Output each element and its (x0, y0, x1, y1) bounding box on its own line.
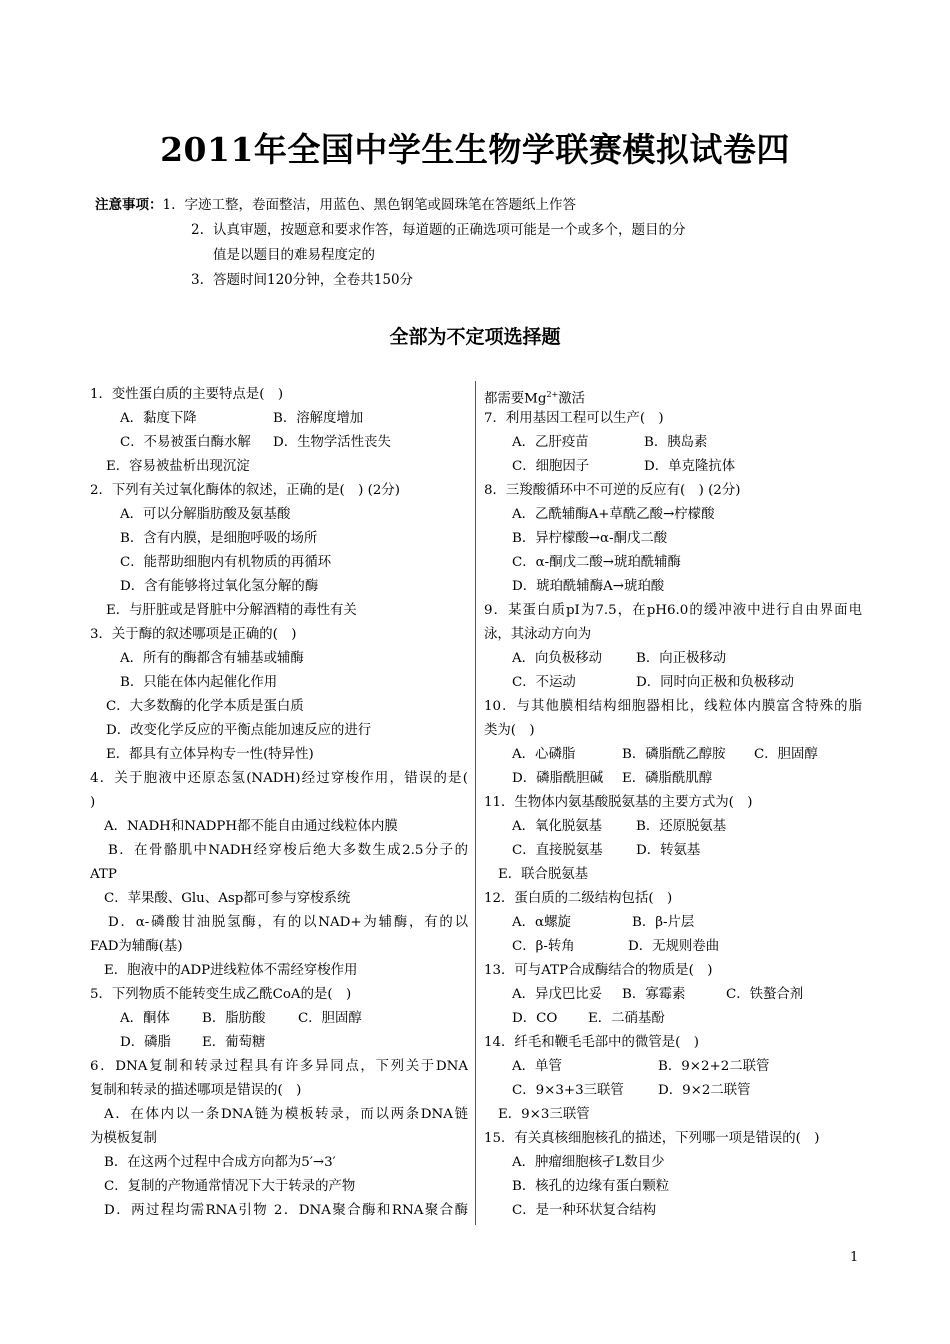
notice-section (95, 193, 825, 293)
option: D．单克隆抗体 (644, 459, 736, 474)
question-line: 4．关于胞液中还原态氢(NADH)经过穿梭作用，错误的是( (90, 771, 468, 786)
option-row (90, 1007, 468, 1031)
option: C．直接脱氨基 (512, 843, 603, 858)
notice-item-3 (95, 268, 825, 293)
option: D．含有能够将过氧化氢分解的酶 (120, 579, 319, 594)
option: E．二硝基酚 (588, 1011, 665, 1026)
option: A．氧化脱氨基 (512, 819, 603, 834)
option: A．所有的酶都含有辅基或辅酶 (120, 651, 304, 666)
option-continuation: 为模板复制 (90, 1131, 157, 1146)
option: A．α螺旋 (512, 915, 571, 930)
page-title: 2011年全国中学生生物学联赛模拟试卷四 (160, 130, 790, 169)
left-column (90, 383, 468, 1223)
question-line: 10．与其他膜相结构细胞器相比，线粒体内膜富含特殊的脂 (484, 699, 862, 714)
question-line: 11．生物体内氨基酸脱氨基的主要方式为( ) (484, 795, 753, 810)
option: E．胞液中的ADP进线粒体不需经穿梭作用 (104, 963, 358, 978)
notice-item-number: 3. (191, 272, 204, 288)
option: A．可以分解脂肪酸及氨基酸 (120, 507, 291, 522)
option: D．无规则卷曲 (628, 939, 720, 954)
option: C．大多数酶的化学本质是蛋白质 (106, 699, 304, 714)
option-row (484, 743, 862, 767)
option: A．心磷脂 (512, 747, 576, 762)
page-number: 1 (850, 1250, 859, 1265)
question-line: ) (90, 795, 96, 810)
option: B．在骨骼肌中NADH经穿梭后绝大多数生成2.5分子的 (108, 843, 468, 858)
option: D．生物学活性丧失 (273, 435, 391, 450)
option: A．乙酰辅酶A+草酰乙酸→柠檬酸 (512, 507, 715, 522)
option: B．9×2+2二联管 (658, 1059, 770, 1074)
option: E．磷脂酰肌醇 (622, 771, 713, 786)
option: C．能帮助细胞内有机物质的再循环 (120, 555, 332, 570)
option: D．α-磷酸甘油脱氢酶，有的以NAD+为辅酶，有的以 (108, 915, 468, 930)
option: D．转氨基 (636, 843, 701, 858)
option: C．不运动 (512, 675, 576, 690)
option: C．铁螯合剂 (726, 987, 804, 1002)
question-line: 6．DNA复制和转录过程具有许多异同点，下列关于DNA (90, 1059, 468, 1074)
option: B．只能在体内起催化作用 (120, 675, 278, 690)
option-row (484, 767, 862, 791)
option: B．在这两个过程中合成方向都为5′→3′ (104, 1155, 336, 1170)
option: B．磷脂酰乙醇胺 (622, 747, 726, 762)
question-line: 复制和转录的描述哪项是错误的( ) (90, 1083, 302, 1098)
option-row (484, 1007, 862, 1031)
option-row (90, 1031, 468, 1055)
option: C．苹果酸、Glu、Asp都可参与穿梭系统 (104, 891, 351, 906)
notice-item-2-cont (95, 243, 825, 268)
question-line: 13．可与ATP合成酶结合的物质是( ) (484, 963, 713, 978)
continuation-text: 都需要Mg (484, 391, 547, 407)
option: C．9×3+3三联管 (512, 1083, 624, 1098)
question-line: 15．有关真核细胞核孔的描述，下列哪一项是错误的( ) (484, 1131, 820, 1146)
option: B．寡霉素 (622, 987, 686, 1002)
question-line: 3．关于酶的叙述哪项是正确的( ) (90, 627, 297, 642)
option-continuation: FAD为辅酶(基) (90, 939, 183, 954)
option: D．CO (512, 1011, 558, 1026)
option-row (484, 647, 862, 671)
option: D．琥珀酰辅酶A→琥珀酸 (512, 579, 665, 594)
option: D．改变化学反应的平衡点能加速反应的进行 (106, 723, 372, 738)
option: A．在体内以一条DNA链为模板转录，而以两条DNA链 (104, 1107, 468, 1122)
option: E．容易被盐析出现沉淀 (106, 459, 250, 474)
notice-item-text: 值是以题目的难易程度定的 (213, 247, 375, 263)
option-row (484, 815, 862, 839)
option: C．不易被蛋白酶水解 (120, 435, 251, 450)
option: E．联合脱氨基 (498, 867, 589, 882)
option: E．9×3三联管 (498, 1107, 590, 1122)
option-row (484, 671, 862, 695)
question-line: 5．下列物质不能转变生成乙酰CoA的是( ) (90, 987, 352, 1002)
notice-item-1 (95, 193, 825, 218)
option: A．NADH和NADPH都不能自由通过线粒体内膜 (104, 819, 398, 834)
option: B．核孔的边缘有蛋白颗粒 (512, 1179, 670, 1194)
option: A．向负极移动 (512, 651, 603, 666)
option: B．溶解度增加 (273, 411, 364, 426)
option-row (90, 407, 468, 431)
option: B．脂肪酸 (202, 1011, 266, 1026)
question-line: 7．利用基因工程可以生产( ) (484, 411, 664, 426)
option: A．肿瘤细胞核孑L数目少 (512, 1155, 665, 1170)
option: C．复制的产物通常情况下大于转录的产物 (104, 1179, 356, 1194)
option-row (484, 1055, 862, 1079)
option: C．细胞因子 (512, 459, 590, 474)
option: E．葡萄糖 (202, 1035, 266, 1050)
question-line: 2．下列有关过氧化酶体的叙述，正确的是( ) (2分) (90, 483, 401, 498)
notice-item-number: 1. (162, 197, 176, 213)
question-line: 泳，其泳动方向为 (484, 627, 592, 642)
option: E．与肝脏或是肾脏中分解酒精的毒性有关 (106, 603, 357, 618)
option: B．β-片层 (632, 915, 695, 930)
option-row (484, 935, 862, 959)
option: B．含有内膜，是细胞呼吸的场所 (120, 531, 318, 546)
option: A．乙肝疫苗 (512, 435, 589, 450)
option: C．胆固醇 (298, 1011, 362, 1026)
option: E．都具有立体异构专一性(特异性) (106, 747, 314, 762)
option: D．9×2二联管 (658, 1083, 751, 1098)
question-line: 1．变性蛋白质的主要特点是( ) (90, 387, 284, 402)
option-continuation (484, 383, 862, 407)
option-row (484, 431, 862, 455)
option: C．β-转角 (512, 939, 575, 954)
option: B．还原脱氨基 (636, 819, 727, 834)
question-line: 12．蛋白质的二级结构包括( ) (484, 891, 673, 906)
option: B．胰岛素 (644, 435, 708, 450)
right-column (484, 383, 862, 1223)
option-row (484, 1079, 862, 1103)
question-line: 14．纤毛和鞭毛毛部中的微管是( ) (484, 1035, 699, 1050)
option: A．单管 (512, 1059, 562, 1074)
notice-label: 注意事项： (95, 197, 163, 213)
option: C．胆固醇 (754, 747, 818, 762)
option-continuation: ATP (90, 867, 117, 882)
option: C．α-酮戊二酸→琥珀酰辅酶 (512, 555, 681, 570)
option-row (484, 455, 862, 479)
question-line: 9．某蛋白质pI为7.5，在pH6.0的缓冲液中进行自由界面电 (484, 603, 862, 618)
column-divider (475, 381, 476, 1225)
option-row (484, 983, 862, 1007)
option-row (484, 839, 862, 863)
continuation-text: 激活 (558, 391, 586, 407)
notice-item-number: 2. (191, 222, 204, 238)
notice-item-text: 字迹工整，卷面整洁，用蓝色、黑色钢笔或圆珠笔在答题纸上作答 (184, 197, 576, 213)
superscript: 2+ (546, 390, 559, 399)
option: B．向正极移动 (636, 651, 727, 666)
notice-item-text: 答题时间120分钟，全卷共150分 (213, 272, 414, 288)
notice-item-2 (95, 218, 825, 243)
option: A．异戊巴比妥 (512, 987, 603, 1002)
option: C．是一种环状复合结构 (512, 1203, 657, 1218)
option: A．黏度下降 (120, 411, 197, 426)
option: D．磷脂酰胆碱 (512, 771, 604, 786)
notice-item-text: 认真审题，按题意和要求作答，每道题的正确选项可能是一个或多个，题目的分 (213, 222, 686, 238)
question-line: 类为( ) (484, 723, 535, 738)
option: A．酮体 (120, 1011, 170, 1026)
option: B．异柠檬酸→α-酮戊二酸 (512, 531, 668, 546)
section-heading: 全部为不定项选择题 (389, 326, 561, 348)
option-row (484, 911, 862, 935)
option: D．同时向正极和负极移动 (636, 675, 795, 690)
option: D．两过程均需RNA引物 2．DNA聚合酶和RNA聚合酶 (104, 1203, 468, 1218)
option-row (90, 431, 468, 455)
question-line: 8．三羧酸循环中不可逆的反应有( ) (2分) (484, 483, 741, 498)
option: D．磷脂 (120, 1035, 171, 1050)
